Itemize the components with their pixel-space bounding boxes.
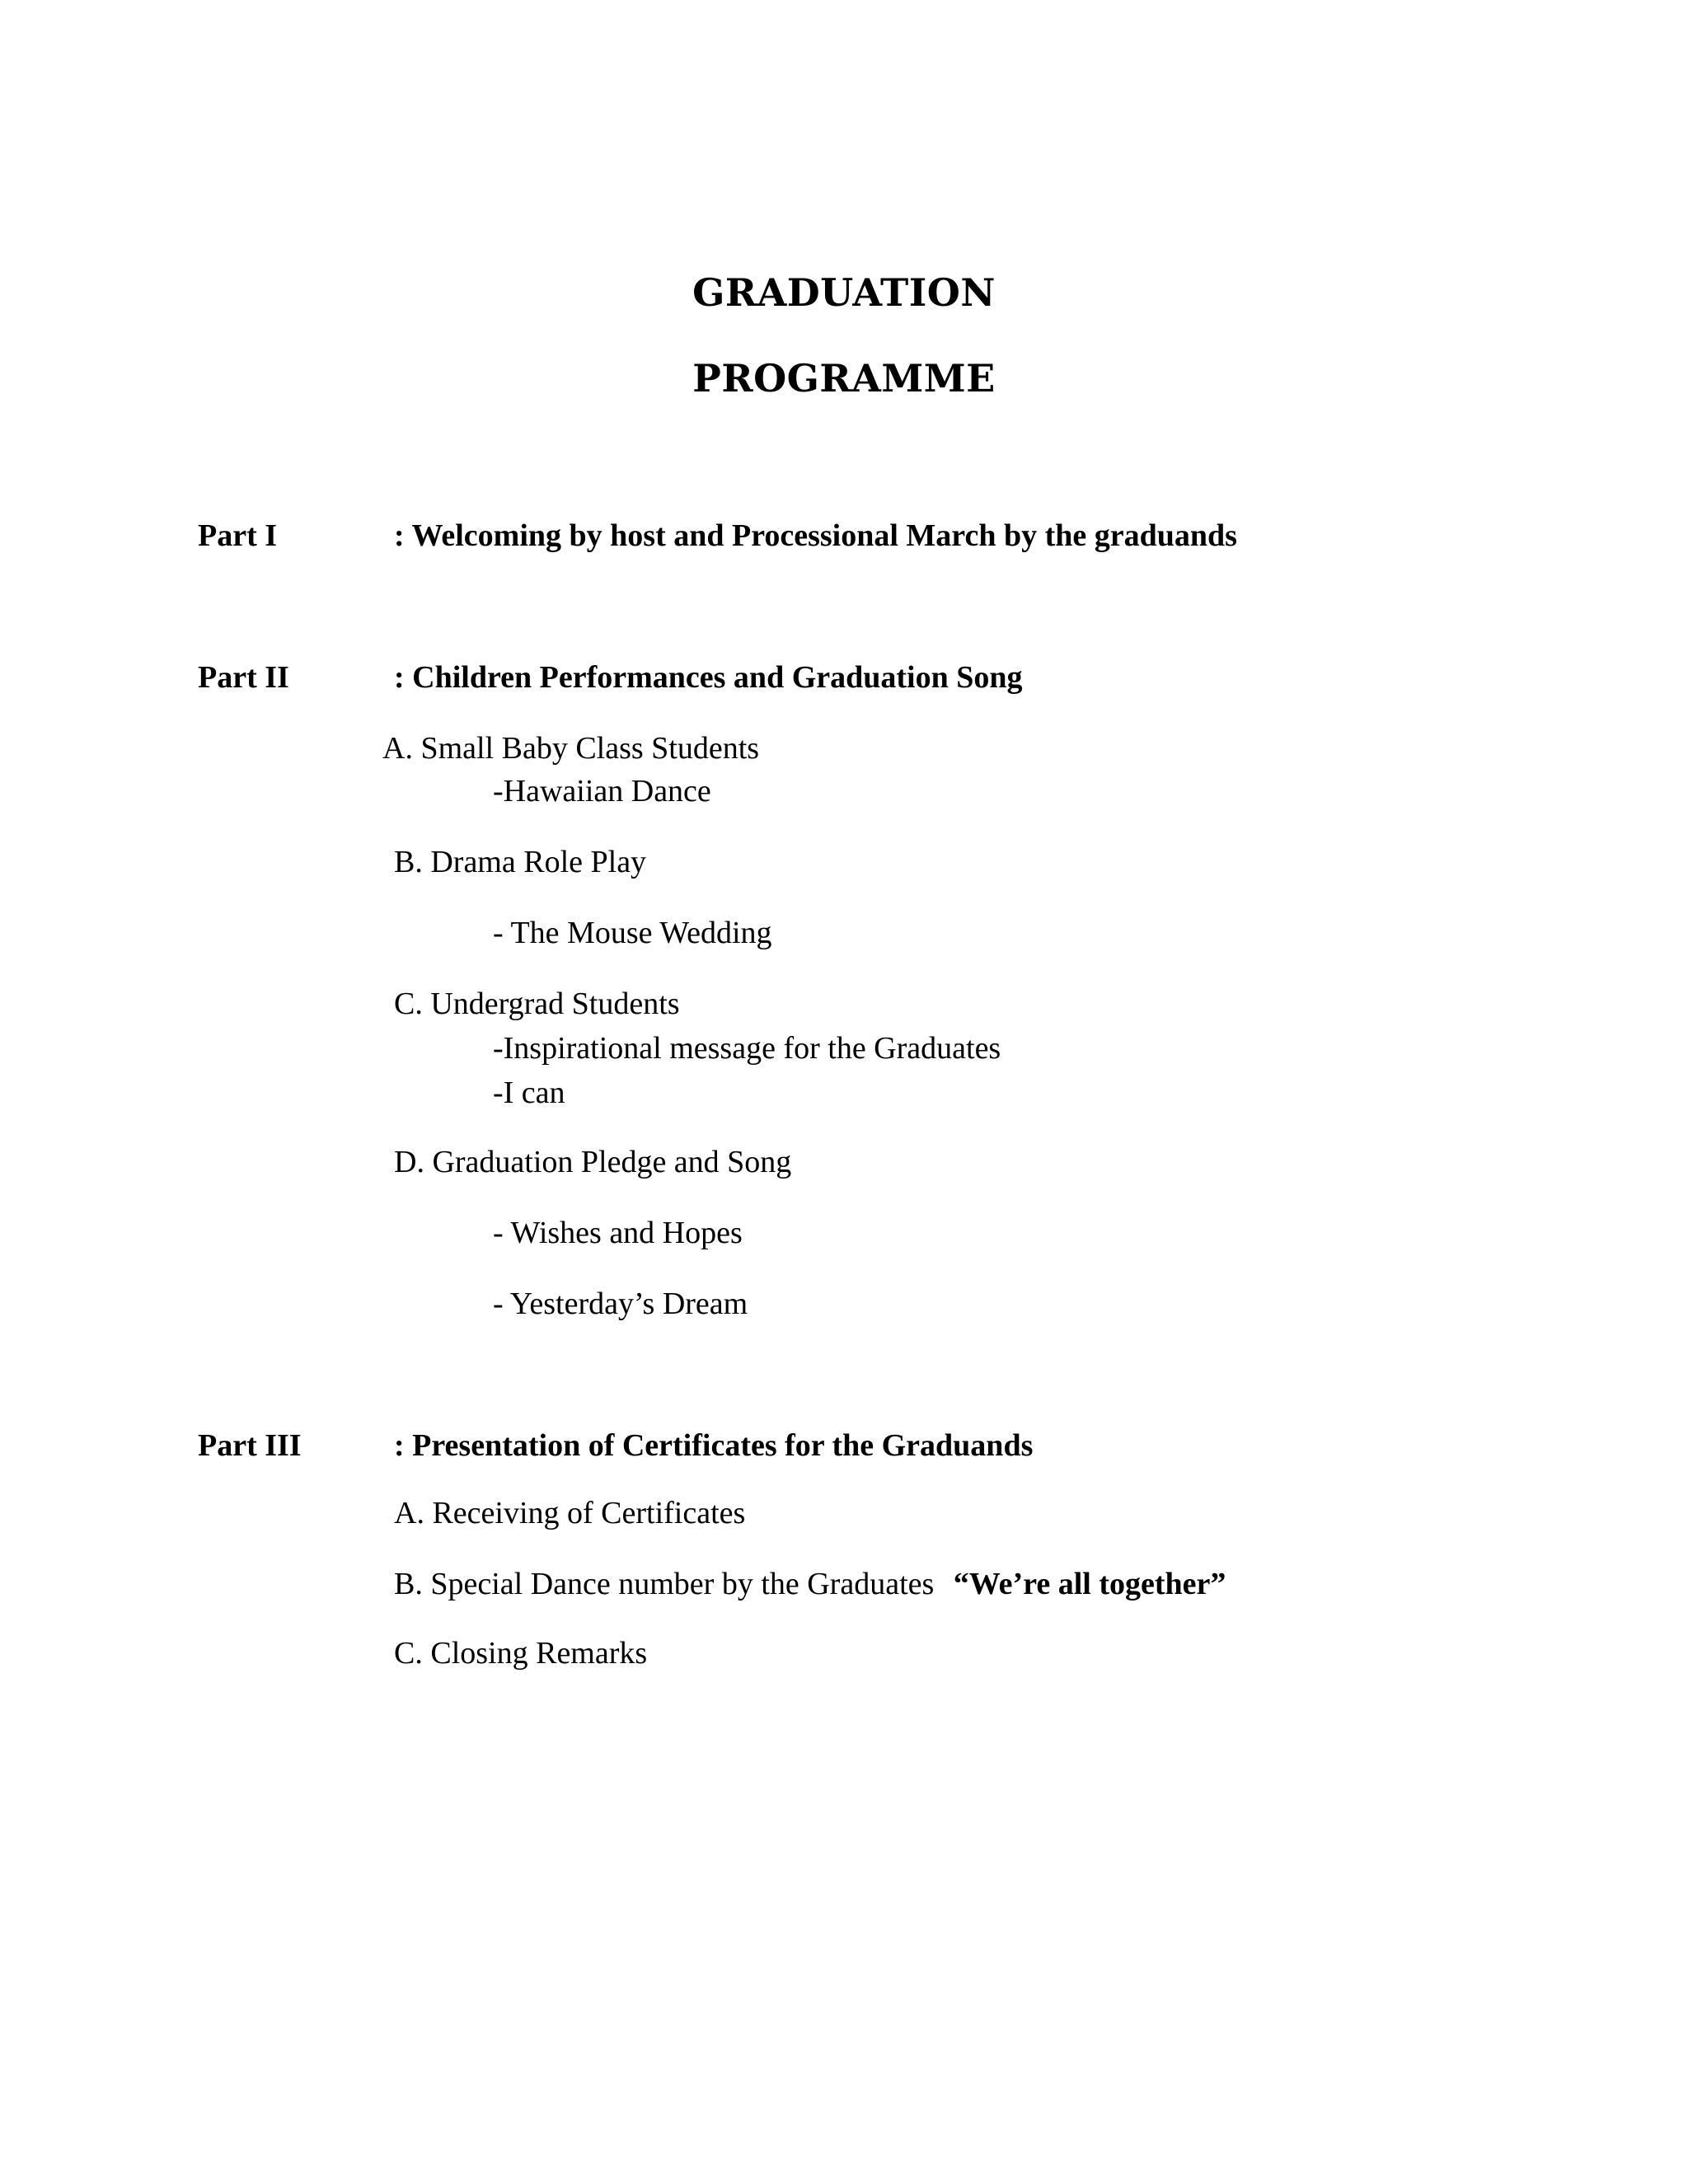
part-2-item-a: A. Small Baby Class Students: [382, 731, 760, 766]
part-2-item-d: D. Graduation Pledge and Song: [394, 1145, 792, 1179]
part-2-label: Part II: [198, 660, 289, 695]
part-3-item-b-emphasis: “We’re all together”: [953, 1567, 1226, 1601]
part-2-item-c: C. Undergrad Students: [394, 987, 680, 1021]
part-2-item-c-sub-1: -Inspirational message for the Graduates: [493, 1031, 1001, 1066]
part-2-item-c-sub-2: -I can: [493, 1076, 565, 1110]
part-3-item-c: C. Closing Remarks: [394, 1636, 648, 1671]
part-2-description: : Children Performances and Graduation Song: [394, 660, 1023, 695]
part-3-item-b: [394, 1566, 1226, 1602]
part-2-item-d-sub-2: - Yesterday’s Dream: [493, 1286, 748, 1321]
part-2-item-b: B. Drama Role Play: [394, 845, 647, 879]
part-2-item-d-sub-1: - Wishes and Hopes: [493, 1216, 743, 1250]
part-2-item-a-sub-1: -Hawaiian Dance: [493, 774, 711, 808]
part-3-description: : Presentation of Certificates for the Graduands: [394, 1428, 1034, 1463]
document-title-line-1: GRADUATION: [692, 270, 996, 315]
part-1-label: Part I: [198, 518, 278, 553]
part-3-item-b-text: B. Special Dance number by the Graduates: [394, 1567, 935, 1601]
document-title-line-2: PROGRAMME: [692, 356, 996, 401]
part-1-description: : Welcoming by host and Processional March by the graduands: [394, 518, 1237, 553]
part-3-label: Part III: [198, 1428, 302, 1463]
part-3-item-a: A. Receiving of Certificates: [394, 1496, 746, 1530]
part-2-item-b-sub-1: - The Mouse Wedding: [493, 916, 772, 950]
